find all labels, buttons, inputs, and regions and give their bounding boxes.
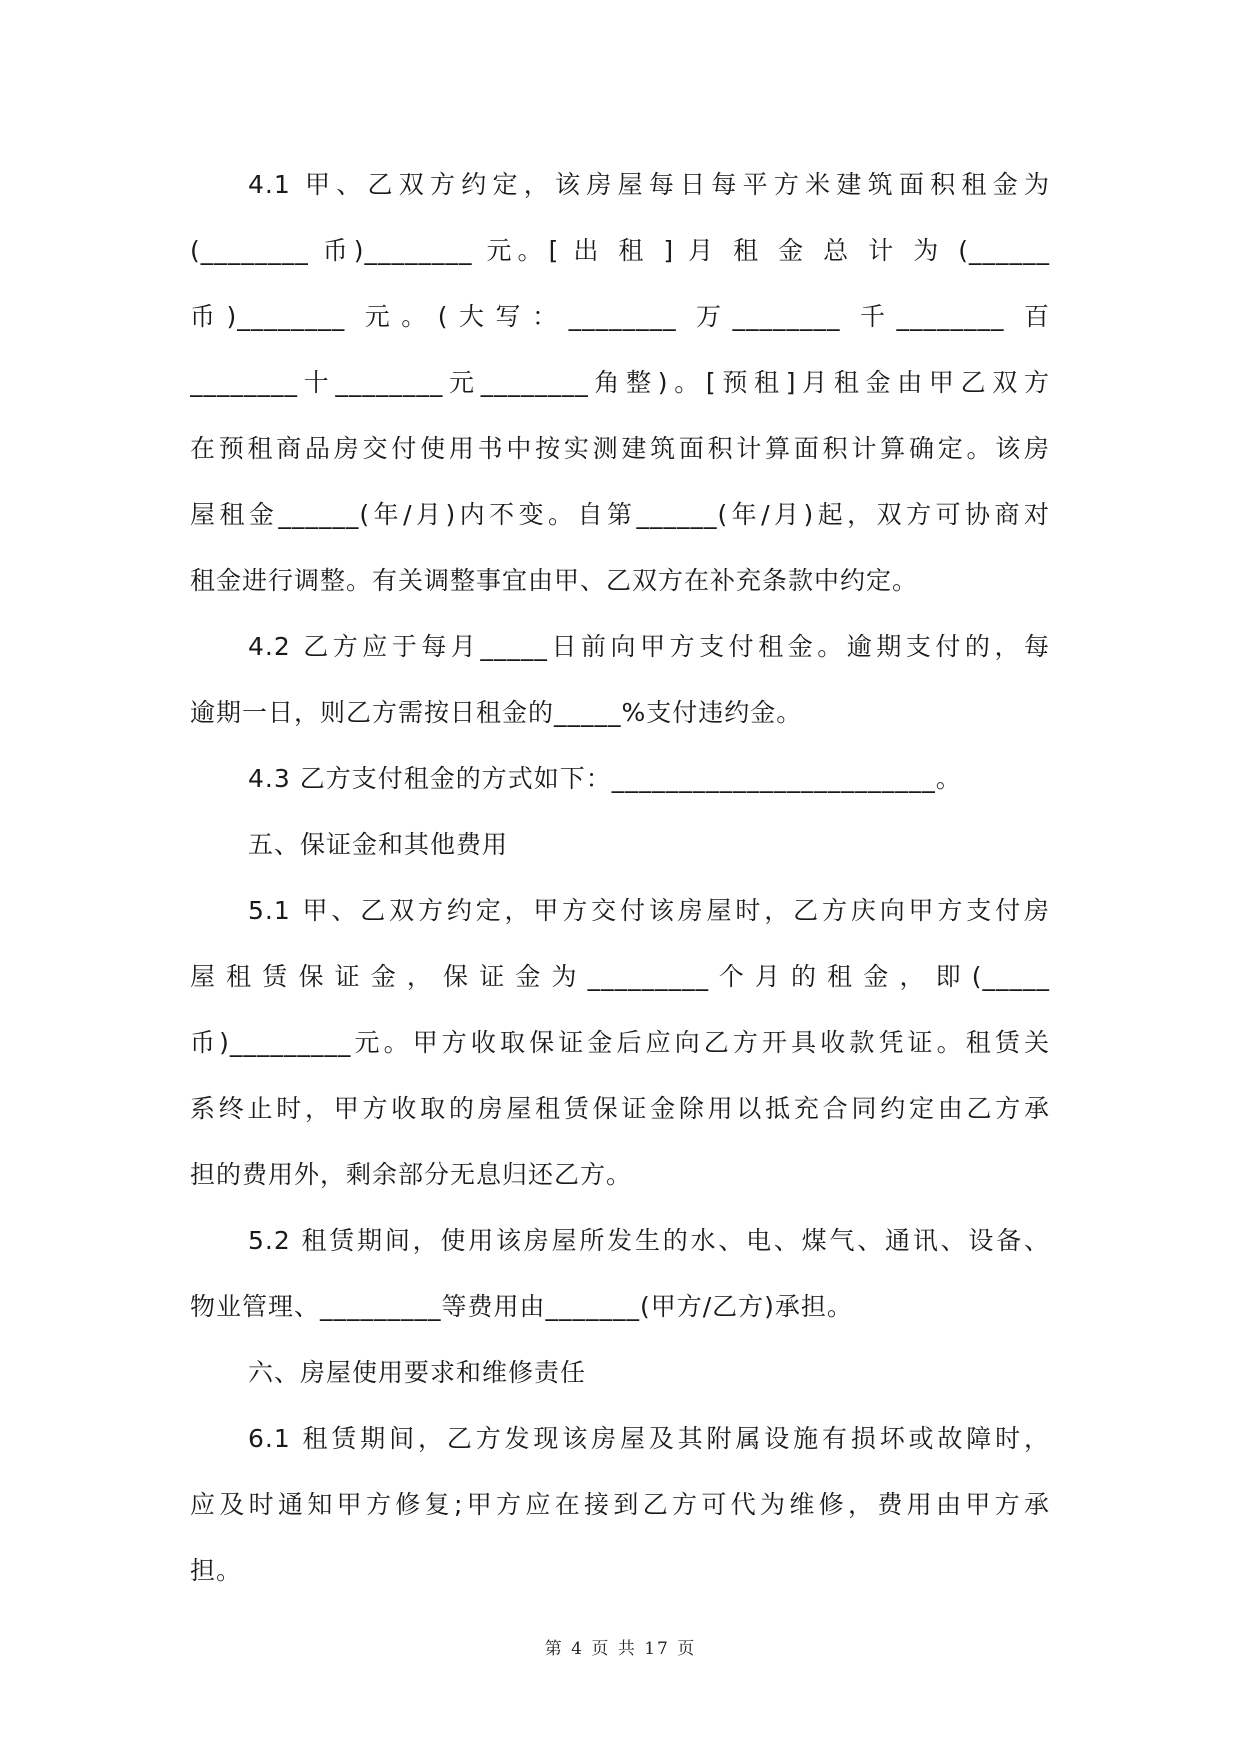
text-line: 4.3 乙方支付租金的方式如下：________________________。: [248, 764, 962, 793]
document-body: [190, 157, 1050, 1609]
text-line: 物业管理、_________等费用由_______(甲方/乙方)承担。: [190, 1292, 853, 1321]
text-line: 担的费用外，剩余部分无息归还乙方。: [190, 1160, 633, 1189]
text-line: 币)________ 元。(大写：________ 万________ 千________ 百: [190, 302, 1050, 331]
text-line: 币)_________元。甲方收取保证金后应向乙方开具收款凭证。租赁关: [190, 1028, 1050, 1057]
text-line: 4.1 甲、乙双方约定，该房屋每日每平方米建筑面积租金为: [248, 170, 1050, 199]
text-line: 屋 租 赁 保 证 金 ， 保 证 金 为 _________ 个 月 的 租 金 ， 即 (_____: [190, 962, 1050, 991]
text-line: 4.2 乙方应于每月_____日前向甲方支付租金。逾期支付的，每: [248, 632, 1050, 661]
text-line: 逾期一日，则乙方需按日租金的_____%支付违约金。: [190, 698, 803, 727]
text-line: ________十________元________角整)。[预租]月租金由甲乙双方: [190, 368, 1050, 397]
text-line: 在预租商品房交付使用书中按实测建筑面积计算面积计算确定。该房: [190, 434, 1050, 463]
page-number-footer: 第 4 页 共 17 页: [544, 1639, 697, 1659]
text-line: 应及时通知甲方修复;甲方应在接到乙方可代为维修，费用由甲方承: [190, 1490, 1050, 1519]
text-line: (________ 币)________ 元。[ 出 租 ] 月 租 金 总 计 为 (______: [190, 236, 1050, 265]
text-line: 6.1 租赁期间，乙方发现该房屋及其附属设施有损坏或故障时，: [248, 1424, 1050, 1453]
text-line: 屋租金______(年/月)内不变。自第______(年/月)起，双方可协商对: [190, 500, 1050, 529]
section-heading: 五、保证金和其他费用: [248, 830, 509, 859]
section-heading: 六、房屋使用要求和维修责任: [248, 1358, 587, 1387]
text-line: 担。: [190, 1556, 243, 1585]
text-line: 5.1 甲、乙双方约定，甲方交付该房屋时，乙方庆向甲方支付房: [248, 896, 1050, 925]
text-line: 租金进行调整。有关调整事宜由甲、乙双方在补充条款中约定。: [190, 566, 919, 595]
text-line: 系终止时，甲方收取的房屋租赁保证金除用以抵充合同约定由乙方承: [190, 1094, 1050, 1123]
text-line: 5.2 租赁期间，使用该房屋所发生的水、电、煤气、通讯、设备、: [248, 1226, 1050, 1255]
